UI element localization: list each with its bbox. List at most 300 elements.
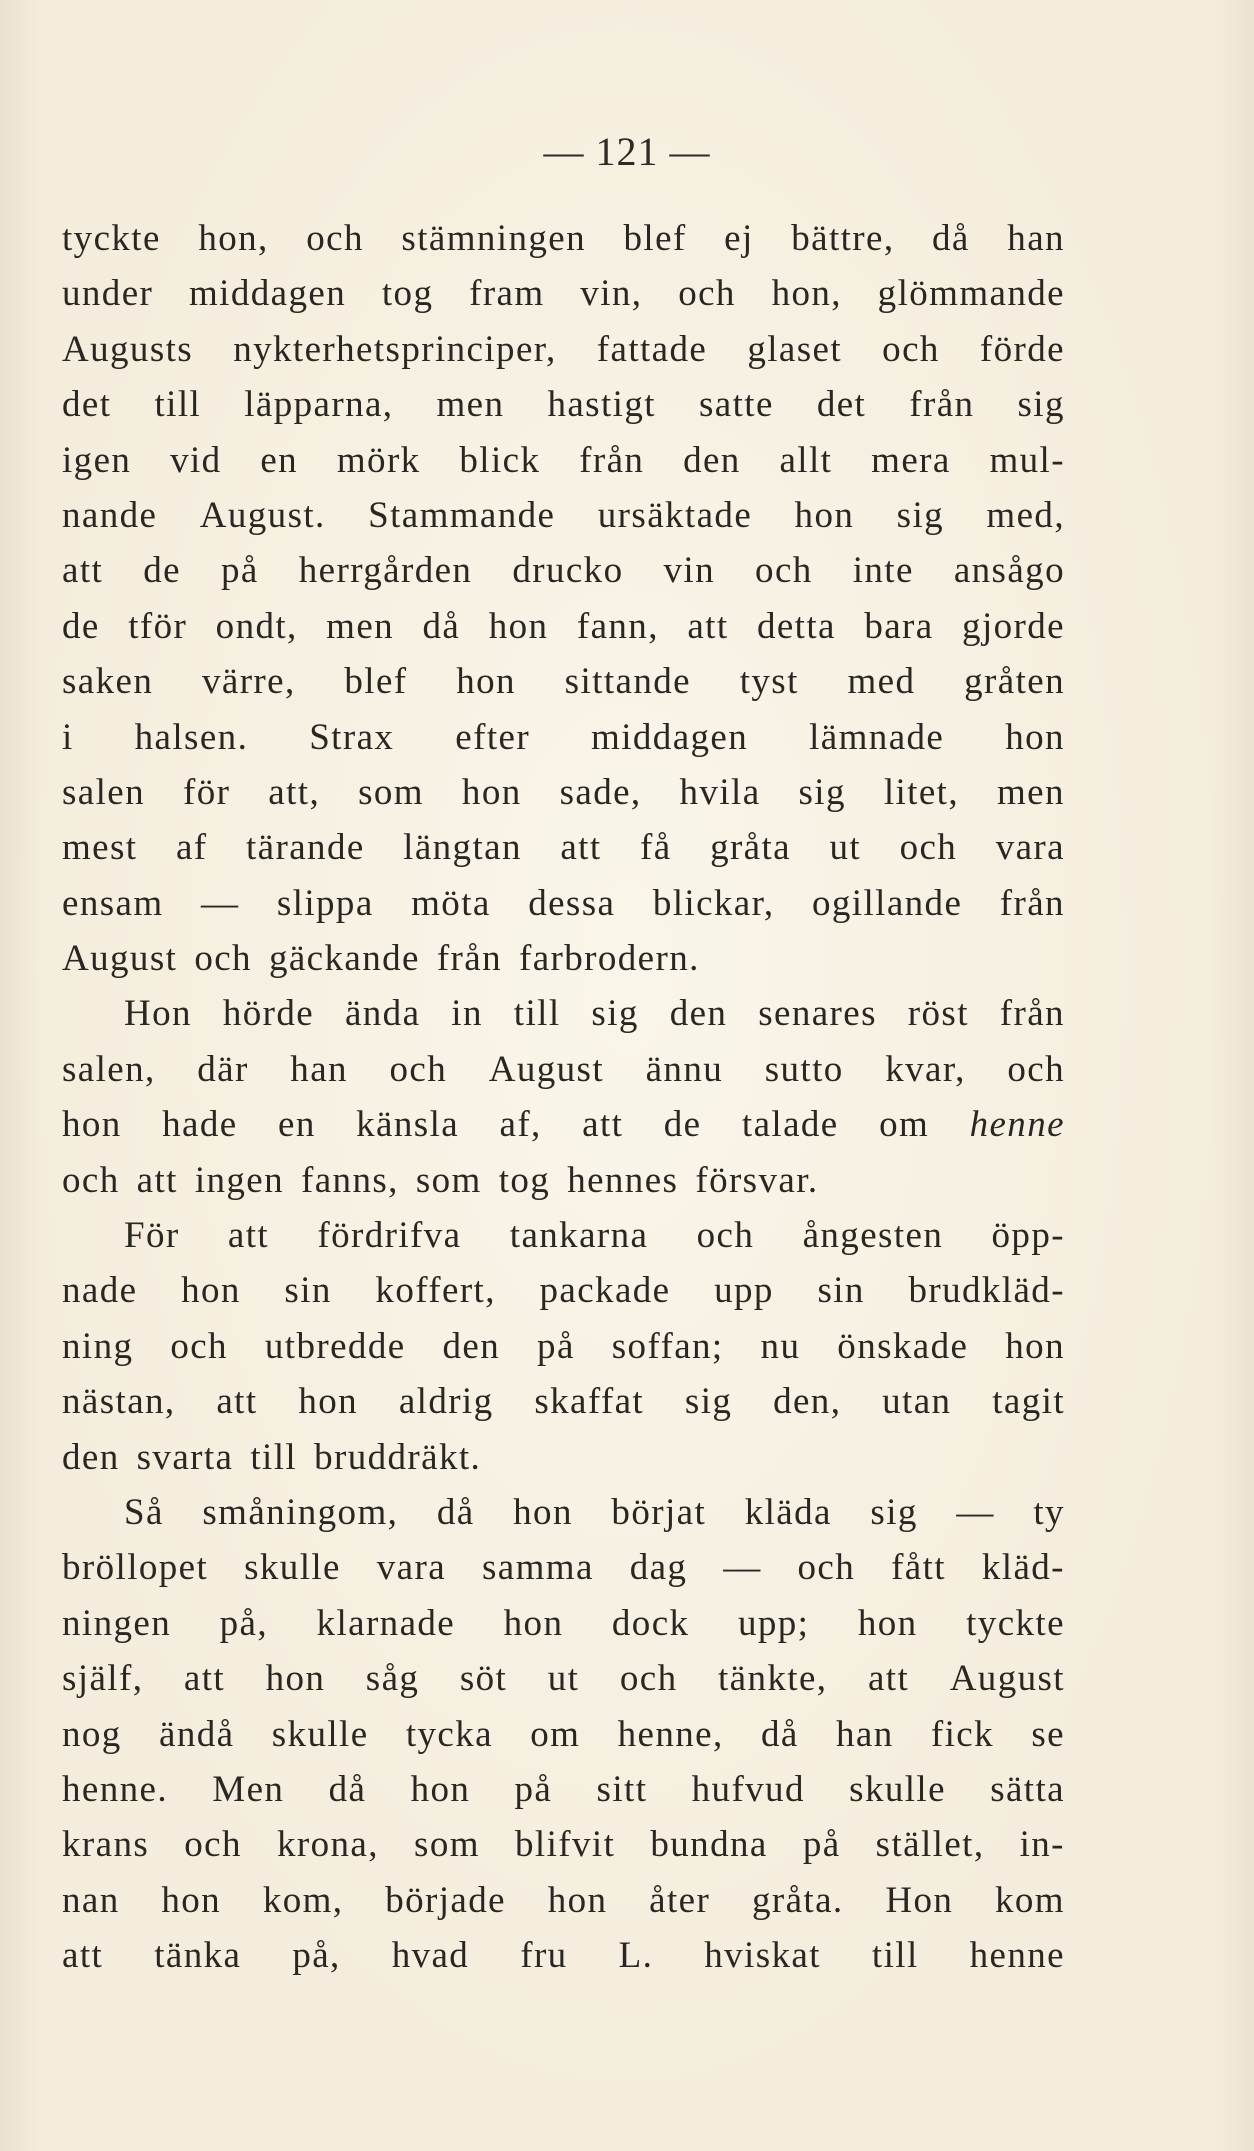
word: dock [611,1602,690,1644]
text-line [62,1928,1065,1983]
word: tyckte [966,1602,1065,1644]
body-text [62,211,1065,1984]
word: August [488,1048,605,1090]
word: glömmande [877,273,1065,315]
word: läpparna, [244,384,394,426]
word: vin, [580,273,643,315]
word: under [62,273,154,315]
word: försvar. [695,1159,819,1201]
word: att [183,1658,226,1700]
text-line [62,876,1065,931]
word: skaffat [534,1381,645,1423]
word: nästan, [62,1381,176,1423]
word: skulle [244,1547,341,1589]
word: brudkläd- [908,1270,1065,1312]
word: att, [268,771,321,813]
word: att [687,605,729,647]
text-line [62,1042,1065,1097]
word: ondt, [215,605,298,647]
word: på, [219,1602,269,1644]
word: hon, [771,273,842,315]
word: och [184,1824,242,1866]
word: talade [741,1104,839,1146]
word: på [514,1768,553,1810]
word: att [216,1381,258,1423]
word: och [696,1215,755,1257]
word: började [385,1879,506,1921]
word: fru [520,1935,568,1977]
word: gråta [710,827,792,869]
word: värre, [201,661,296,703]
word: ingen [194,1159,285,1201]
word: från [999,882,1065,924]
word: såg [365,1658,420,1700]
word: kvar, [885,1048,966,1090]
word: in [451,993,483,1035]
text-line [62,765,1065,820]
page-number: — 121 — [543,129,711,174]
word: känsla [356,1104,460,1146]
word: där [197,1048,249,1090]
word: den [62,1436,120,1478]
word: in- [1019,1824,1065,1866]
word: sin [817,1270,865,1312]
word: Men [212,1768,285,1810]
text-line [62,433,1065,488]
word: tyst [739,661,799,703]
word: För [124,1215,180,1257]
word: det [62,384,112,426]
word: och [755,550,813,592]
text-line [62,1153,1065,1208]
text-line [62,488,1065,543]
text-line [62,654,1065,709]
word: hviskat [704,1935,821,1977]
word: soffan; [611,1325,724,1367]
word: henne. [62,1768,168,1810]
word: att [227,1215,270,1257]
word: satte [698,384,774,426]
word: nu [760,1325,801,1367]
text-line [62,377,1065,432]
word: på [802,1824,841,1866]
text-line [62,266,1065,321]
word: bättre, [791,218,895,259]
word: att [582,1104,624,1146]
word: att [62,1935,104,1977]
word: sig [591,993,639,1035]
word: sig [1017,384,1065,426]
word: åter [649,1879,711,1921]
word: från [999,993,1065,1035]
word: hennes [567,1159,679,1201]
word: att [560,827,602,869]
word: fattade [596,328,708,370]
word: blickar, [652,882,775,924]
word: han [290,1048,348,1090]
word: dag [629,1547,688,1589]
word: få [640,827,672,869]
word: ursäktade [597,494,753,536]
word: kläda [744,1491,832,1533]
word: sitt [596,1768,648,1810]
word: ända [344,993,421,1035]
text-line [62,599,1065,654]
word: — [201,882,240,924]
text-line [62,1263,1065,1318]
word: hastigt [547,384,656,426]
word: mest [62,827,138,869]
word: middagen [189,273,347,315]
word: salen [62,771,146,813]
word: utbredde [264,1325,406,1367]
text-line [62,820,1065,875]
word: på, [292,1935,341,1977]
word: mörk [336,439,421,481]
text-line [62,1374,1065,1429]
word: L. [618,1935,654,1977]
word: hvad [391,1935,470,1977]
text-line [62,1596,1065,1651]
word: för [182,771,231,813]
word: ut [829,827,862,869]
word: hon [794,494,855,536]
word: från [579,439,645,481]
word: upp [714,1270,774,1312]
word: skulle [849,1768,946,1810]
word: en [260,439,299,481]
word: tyckte [62,218,161,259]
word: och [62,1159,120,1201]
word: hon [181,1270,241,1312]
word: blef [623,218,687,259]
word: nade [62,1270,138,1312]
word: kläd- [981,1547,1065,1589]
word: då [760,1713,799,1755]
text-line [62,1208,1065,1263]
word: från [436,938,502,980]
word: upp; [737,1602,810,1644]
word: fördrifva [317,1215,462,1257]
word: då [932,218,970,259]
word: klarnade [316,1602,456,1644]
word: allt [779,439,833,481]
word: ensam [62,882,164,924]
text-line [62,710,1065,765]
word: och [882,328,940,370]
text-line [62,1707,1065,1762]
word: krans [62,1824,150,1866]
word: han [1007,218,1065,259]
text-line [62,1651,1065,1706]
word: hon [456,661,516,703]
word: August [949,1658,1065,1700]
text-line [62,322,1065,377]
word: svarta [136,1436,234,1478]
word: gäckande [268,938,420,980]
word: mera [871,439,951,481]
word: Strax [309,716,395,758]
word: hon, [198,218,269,259]
word: att [136,1159,178,1201]
word: stämningen [401,218,586,259]
word: till [154,384,202,426]
word: bara [864,605,934,647]
word: henne, [617,1713,724,1755]
word: hon [62,1104,122,1146]
word: dessa [528,882,616,924]
word: till [250,1436,298,1478]
word: på [220,550,259,592]
word: som [414,1824,480,1866]
word: skulle [271,1713,369,1755]
word: tför [128,605,188,647]
word: och [194,938,252,980]
word: glaset [747,328,843,370]
text-line [62,1319,1065,1374]
word: gråten [964,661,1065,703]
word: och [619,1658,678,1700]
word: tänkte, [718,1658,828,1700]
word: August [62,938,178,980]
word: hon [1005,716,1065,758]
word: sutto [764,1048,844,1090]
word: hon [503,1602,564,1644]
word: tog [381,273,434,315]
word: drucko [512,550,624,592]
word: röst [907,993,969,1035]
word: tärande [246,827,365,869]
word: men [326,605,395,647]
word: med, [986,494,1065,536]
word: detta [756,605,836,647]
word: hufvud [691,1768,805,1810]
word: af, [499,1104,542,1146]
word: fanns, [301,1159,399,1201]
word: sätta [990,1768,1065,1810]
word: och [678,273,736,315]
word: vara [376,1547,447,1589]
word: se [1031,1713,1065,1755]
word: bröllopet [62,1547,209,1589]
word: fram [469,273,545,315]
word: hon [298,1381,359,1423]
word: hade [162,1104,238,1146]
word: salen, [62,1048,156,1090]
word: henne [969,1935,1065,1977]
text-line [62,211,1065,266]
word: och [170,1325,228,1367]
word: efter [455,716,531,758]
word: senares [758,993,877,1035]
word: hon [857,1602,918,1644]
word: farbrodern. [519,938,700,980]
word: som [415,1159,482,1201]
word: Stammande [368,494,556,536]
text-line [62,1817,1065,1872]
word: hon [161,1879,222,1921]
word: den [669,993,728,1035]
word: i [62,716,74,758]
word: nykterhetsprinciper, [233,328,557,370]
text-line [62,543,1065,598]
word: men [996,771,1065,813]
word: den, [773,1381,842,1423]
word: om [879,1104,930,1146]
word: Hon [885,1879,954,1921]
word: tagit [992,1381,1065,1423]
word: sin [284,1270,332,1312]
word: bruddräkt. [314,1436,482,1478]
text-line [62,1430,1065,1485]
word: småningom, [202,1491,399,1533]
word: de [143,550,181,592]
word: mul- [989,439,1065,481]
word: hon [461,771,522,813]
word: med [847,661,916,703]
word: en [278,1104,316,1146]
word: att [62,550,104,592]
word: fann, [576,605,659,647]
word: och [1007,1048,1065,1090]
word: lämnade [809,716,945,758]
word: tankarna [509,1215,649,1257]
word: men [436,384,505,426]
word: fått [891,1547,946,1589]
word: längtan [403,827,522,869]
text-line [62,1097,1065,1152]
word: han [835,1713,894,1755]
word: om [530,1713,581,1755]
word: krona, [277,1824,379,1866]
word: halsen. [134,716,249,758]
word: sig [684,1381,733,1423]
word: kom, [262,1879,344,1921]
text-line [62,931,1065,986]
word: sittande [564,661,691,703]
word: tycka [405,1713,493,1755]
word: samma [481,1547,594,1589]
word: då [328,1768,367,1810]
word: söt [459,1658,508,1700]
word: ännu [645,1048,724,1090]
word: saken [62,661,154,703]
word: bundna [650,1824,768,1866]
word: August. [199,494,326,536]
word: igen [62,439,132,481]
word: middagen [591,716,749,758]
word: af [175,827,208,869]
word: sig [896,494,945,536]
word: önskade [837,1325,969,1367]
word: — [956,1491,995,1533]
word: litet, [883,771,960,813]
word: och [306,218,364,259]
word: nog [62,1713,122,1755]
word: hon [1005,1325,1065,1367]
word: vin [663,550,716,592]
word: öpp- [991,1215,1065,1257]
text-line [62,986,1065,1041]
word: den [442,1325,501,1367]
word: inte [852,550,914,592]
word: de [62,605,100,647]
word: att [867,1658,910,1700]
text-line [62,1540,1065,1595]
word: blick [459,439,541,481]
word: henne [969,1104,1065,1146]
word: till [871,1935,919,1977]
word: som [358,771,424,813]
word: hörde [222,993,315,1035]
word: själf, [62,1658,144,1700]
word: Så [124,1491,164,1533]
word: Hon [124,993,192,1035]
word: möta [411,882,491,924]
word: ningen [62,1602,172,1644]
word: de [663,1104,702,1146]
word: hvila [679,771,761,813]
word: tog [498,1159,551,1201]
word: sade, [559,771,642,813]
word: gråta. [751,1879,844,1921]
word: ty [1033,1491,1065,1533]
word: aldrig [398,1381,494,1423]
word: nande [62,494,158,536]
word: ning [62,1325,134,1367]
word: blifvit [515,1824,616,1866]
word: det [816,384,867,426]
word: tänka [154,1935,242,1977]
word: hon [410,1768,471,1810]
word: slippa [276,882,374,924]
word: utan [882,1381,952,1423]
word: då [422,605,461,647]
word: på [537,1325,575,1367]
word: och [899,827,958,869]
word: hon [513,1491,573,1533]
word: och [389,1048,448,1090]
word: gjorde [962,605,1065,647]
word: hon [488,605,549,647]
word: till [513,993,561,1035]
word: packade [539,1270,671,1312]
word: vid [170,439,222,481]
word: blef [344,661,408,703]
text-line [62,1873,1065,1928]
word: förde [979,328,1065,370]
word: ansågo [953,550,1065,592]
word: herrgården [298,550,473,592]
word: vara [995,827,1065,869]
word: från [909,384,975,426]
word: nan [62,1879,120,1921]
word: koffert, [375,1270,496,1312]
word: ogillande [811,882,963,924]
word: börjat [611,1491,707,1533]
word: ej [724,218,754,259]
word: fick [930,1713,995,1755]
word: — [723,1547,762,1589]
word: ut [547,1658,580,1700]
word: kom [995,1879,1065,1921]
word: den [683,439,741,481]
word: då [436,1491,475,1533]
word: sig [870,1491,918,1533]
text-line [62,1762,1065,1817]
word: hon [265,1658,326,1700]
word: stället, [875,1824,985,1866]
